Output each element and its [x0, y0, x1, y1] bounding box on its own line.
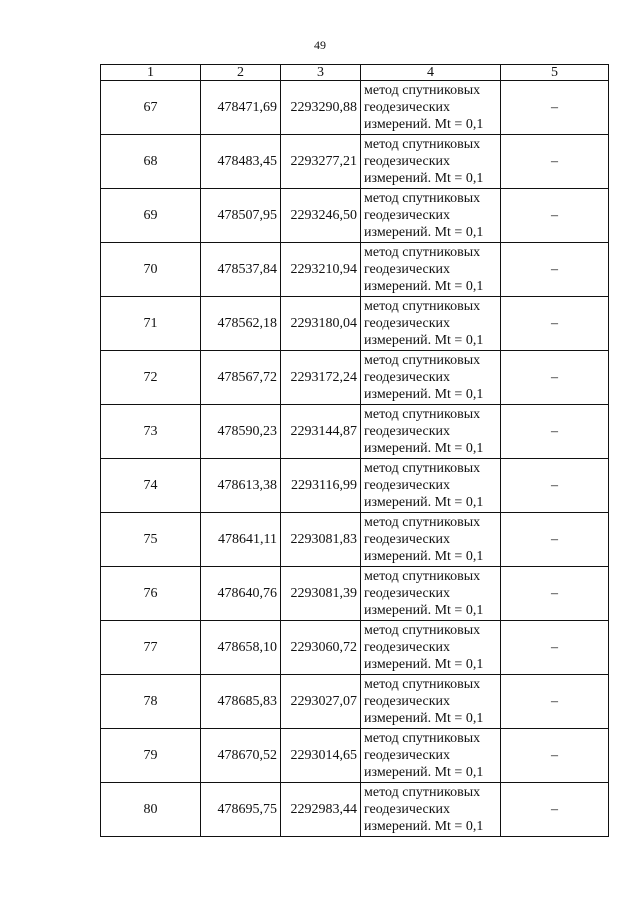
coordinate-x: 478613,38 [201, 459, 281, 513]
measurement-method: метод спутниковых геодезических измерений. Mt = 0,1 [361, 513, 501, 567]
note-cell: – [501, 675, 609, 729]
note-cell: – [501, 135, 609, 189]
measurement-method: метод спутниковых геодезических измерений. Mt = 0,1 [361, 351, 501, 405]
measurement-method: метод спутниковых геодезических измерений. Mt = 0,1 [361, 783, 501, 837]
table-row [101, 351, 609, 405]
note-cell: – [501, 351, 609, 405]
measurement-method: метод спутниковых геодезических измерений. Mt = 0,1 [361, 405, 501, 459]
measurement-method: метод спутниковых геодезических измерений. Mt = 0,1 [361, 297, 501, 351]
note-cell: – [501, 513, 609, 567]
note-cell: – [501, 621, 609, 675]
coordinate-y: 2293081,39 [281, 567, 361, 621]
column-header-5: 5 [501, 65, 609, 81]
coordinate-x: 478670,52 [201, 729, 281, 783]
table-row [101, 783, 609, 837]
note-cell: – [501, 459, 609, 513]
coordinate-x: 478658,10 [201, 621, 281, 675]
point-number: 80 [101, 783, 201, 837]
point-number: 68 [101, 135, 201, 189]
coordinate-y: 2293246,50 [281, 189, 361, 243]
table-row [101, 135, 609, 189]
measurement-method: метод спутниковых геодезических измерений. Mt = 0,1 [361, 621, 501, 675]
note-cell: – [501, 405, 609, 459]
measurement-method: метод спутниковых геодезических измерений. Mt = 0,1 [361, 729, 501, 783]
table-row [101, 459, 609, 513]
coordinate-x: 478483,45 [201, 135, 281, 189]
column-header-4: 4 [361, 65, 501, 81]
table-row [101, 189, 609, 243]
note-cell: – [501, 189, 609, 243]
coordinate-y: 2293277,21 [281, 135, 361, 189]
table-row [101, 621, 609, 675]
measurement-method: метод спутниковых геодезических измерений. Mt = 0,1 [361, 189, 501, 243]
measurement-method: метод спутниковых геодезических измерений. Mt = 0,1 [361, 81, 501, 135]
point-number: 74 [101, 459, 201, 513]
column-header-3: 3 [281, 65, 361, 81]
point-number: 67 [101, 81, 201, 135]
point-number: 76 [101, 567, 201, 621]
point-number: 72 [101, 351, 201, 405]
table-header-row [101, 65, 609, 81]
coordinate-x: 478695,75 [201, 783, 281, 837]
measurement-method: метод спутниковых геодезических измерений. Mt = 0,1 [361, 675, 501, 729]
coordinate-x: 478507,95 [201, 189, 281, 243]
coordinate-x: 478537,84 [201, 243, 281, 297]
coordinate-x: 478685,83 [201, 675, 281, 729]
measurement-method: метод спутниковых геодезических измерений. Mt = 0,1 [361, 135, 501, 189]
point-number: 73 [101, 405, 201, 459]
coordinate-y: 2292983,44 [281, 783, 361, 837]
measurement-method: метод спутниковых геодезических измерений. Mt = 0,1 [361, 243, 501, 297]
note-cell: – [501, 297, 609, 351]
coordinate-y: 2293014,65 [281, 729, 361, 783]
point-number: 78 [101, 675, 201, 729]
table-body [101, 81, 609, 837]
table-row [101, 675, 609, 729]
table-row [101, 81, 609, 135]
column-header-2: 2 [201, 65, 281, 81]
note-cell: – [501, 783, 609, 837]
coordinate-y: 2293180,04 [281, 297, 361, 351]
table-row [101, 729, 609, 783]
measurement-method: метод спутниковых геодезических измерений. Mt = 0,1 [361, 567, 501, 621]
table-row [101, 567, 609, 621]
coordinate-x: 478567,72 [201, 351, 281, 405]
table-row [101, 297, 609, 351]
point-number: 77 [101, 621, 201, 675]
note-cell: – [501, 729, 609, 783]
coordinate-x: 478471,69 [201, 81, 281, 135]
coordinate-y: 2293210,94 [281, 243, 361, 297]
point-number: 69 [101, 189, 201, 243]
table-row [101, 513, 609, 567]
coordinate-y: 2293081,83 [281, 513, 361, 567]
column-header-1: 1 [101, 65, 201, 81]
coordinate-y: 2293060,72 [281, 621, 361, 675]
coordinate-x: 478640,76 [201, 567, 281, 621]
coordinate-x: 478562,18 [201, 297, 281, 351]
note-cell: – [501, 567, 609, 621]
note-cell: – [501, 81, 609, 135]
coordinate-y: 2293027,07 [281, 675, 361, 729]
point-number: 70 [101, 243, 201, 297]
coordinate-y: 2293172,24 [281, 351, 361, 405]
coordinate-x: 478641,11 [201, 513, 281, 567]
point-number: 79 [101, 729, 201, 783]
coordinate-y: 2293290,88 [281, 81, 361, 135]
point-number: 75 [101, 513, 201, 567]
coordinate-y: 2293144,87 [281, 405, 361, 459]
table-row [101, 243, 609, 297]
coordinates-table [100, 64, 609, 837]
measurement-method: метод спутниковых геодезических измерений. Mt = 0,1 [361, 459, 501, 513]
page-number: 49 [314, 38, 326, 52]
point-number: 71 [101, 297, 201, 351]
coordinate-y: 2293116,99 [281, 459, 361, 513]
note-cell: – [501, 243, 609, 297]
table-row [101, 405, 609, 459]
coordinate-x: 478590,23 [201, 405, 281, 459]
